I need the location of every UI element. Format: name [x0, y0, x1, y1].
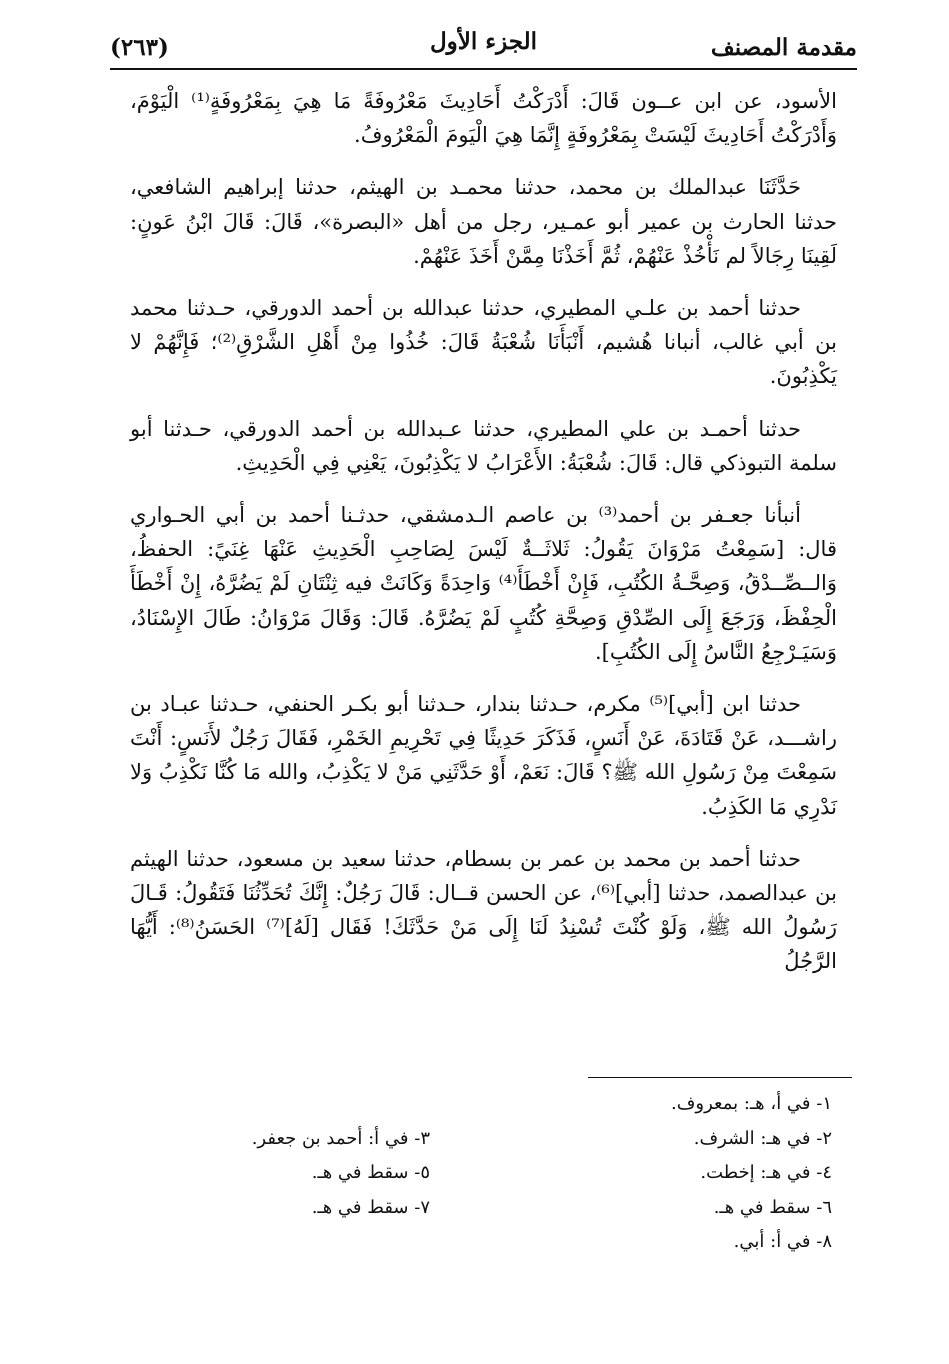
paragraph: حدثنا ابن [أبي]⁽⁵⁾ مكرم، حـدثنا بندار، حـدثنا أبو بكـر الحنفي، حـدثنا عبـاد بن راشـــد، عَنْ قَتَادَةَ، عَنْ أَنَسٍ، فَذَكَرَ حَدِيثًا فِي تَحْرِيمِ الخَمْرِ، فَقَالَ رَجُلٌ لأَنَسٍ: أَنْتَ سَمِعْتَ مِنْ رَسُولِ الله ﷺ؟ قَالَ: نَعَمْ، أَوْ حَدَّثَنِي مَنْ لا يَكْذِبُ، والله مَا كُنَّا نَكْذِبُ وَلا نَدْرِي مَا الكَذِبُ. [130, 692, 837, 819]
section-title: مقدمة المصنف [710, 34, 857, 61]
footnote: ٢- في هـ: الشرف. [693, 1127, 832, 1149]
paragraph: حدثنا أحمد بن علـي المطيري، حدثنا عبدالله بن أحمد الدورقي، حـدثنا محمد بن أبي غالب، أنبانا هُشيم، أَنْبَأَنَا شُعْبَةُ قَالَ: خُذُوا مِنْ أَهْلِ الشَّرْقِ⁽²⁾؛ فَإِنَّهُمْ لا يَكْذِبُونَ. [130, 296, 837, 389]
footnote-row [130, 1162, 832, 1197]
footnote: ٥- سقط في هـ. [311, 1162, 430, 1183]
paragraph: حدثنا أحمد بن محمد بن عمر بن بسطام، حدثنا سعيد بن مسعود، حدثنا الهيثم بن عبدالصمد، حدثنا [أبي]⁽⁶⁾، عن الحسن قــال: قَالَ رَجُلٌ: إِنَّكَ تُحَدِّثُنَا فَتَقُولُ: قَـالَ رَسُولُ الله ﷺ، وَلَوْ كُنْتَ تُسْنِدُ لَنَا إِلَى مَنْ حَدَّثَكَ! فَقَال [لَهُ]⁽⁷⁾ الحَسَنُ⁽⁸⁾: أَيُّهَا الرَّجُلُ [130, 846, 837, 974]
page-number: (٢٦٣) [110, 34, 169, 61]
footnote: ٧- سقط في هـ. [311, 1196, 430, 1218]
main-text [130, 84, 837, 997]
footnote-separator [588, 1077, 852, 1078]
page-header [110, 26, 857, 70]
footnote: ٨- في أ: أبي. [733, 1231, 832, 1252]
footnote-row [130, 1128, 832, 1163]
header-rule [110, 68, 857, 70]
footnote: ١- في أ، هـ: بمعروف. [671, 1093, 832, 1114]
footnote: ٤- في هـ: إخطت. [700, 1162, 832, 1183]
footnote: ٦- سقط في هـ. [713, 1196, 832, 1218]
footnote-row [130, 1231, 832, 1266]
volume-title: الجزء الأول [429, 28, 538, 55]
paragraph: حدثنا أحمـد بن علي المطيري، حدثنا عـبدالله بن أحمد الدورقي، حـدثنا أبو سلمة التبوذكي قال: قَالَ: شُعْبَةُ: الأَعْرَابُ لا يَكْذِبُونَ، يَعْنِي فِي الْحَدِيثِ. [130, 416, 837, 475]
paragraph: حَدَّثَنَا عبدالملك بن محمد، حدثنا محمـد بن الهيثم، حدثنا إبراهيم الشافعي، حدثنا الحارث بن عمير أبو عمـير، رجل من أهل «البصرة»، قَالَ: قَالَ ابْنُ عَونٍ: لَقِينَا رِجَالاً لم نَأْخُذْ عَنْهُمْ، ثُمَّ أَخَذْنَا مِمَّنْ أَخَذَ عَنْهُمْ. [130, 175, 837, 268]
footnote: ٣- في أ: أحمد بن جعفر. [251, 1127, 430, 1149]
paragraph: الأسود، عن ابن عــون قَالَ: أَدْرَكْتُ أَحَادِيثَ مَعْرُوفَةً مَا هِيَ بِمَعْرُوفَةٍ⁽¹⁾ الْيَوْمَ، وَأَدْرَكْتُ أَحَادِيثَ لَيْسَتْ بِمَعْرُوفَةٍ إِنَّمَا هِيَ الْيَومَ الْمَعْرُوفُ. [130, 89, 837, 148]
footnote-row [130, 1197, 832, 1232]
paragraph: أنبأنا جعـفر بن أحمد⁽³⁾ بن عاصم الـدمشقي، حدثـنا أحمد بن أبي الحـواري قال: [سَمِعْتُ مَرْوَانَ يَقُولُ: ثَلاثَــةٌ لَيْسَ لِصَاحِبِ الْحَدِيثِ عَنْهَا غِنَيً: الحفظُ، وَالــصِّــدْقُ، وَصِحَّـةُ الكُتُبِ، فَإِنْ أَخْطَأَ⁽⁴⁾ وَاحِدَةً وَكَانَتْ فيه ثِنْتَانِ لَمْ يَضُرَّهُ، إِنْ أَخْطَأَ الْحِفْظَ، وَرَجَعَ إِلَى الصِّدْقِ وَصِحَّةِ كُتُبٍ لَمْ يَضُرَّهُ. قَالَ: وَقَالَ مَرْوَانُ: طَالَ الإِسْنَادُ، وَسَيَـرْجِعُ النَّاسُ إِلَى الكُتُبِ]. [130, 503, 838, 664]
footnote-row [130, 1093, 832, 1128]
footnotes [130, 1093, 832, 1266]
